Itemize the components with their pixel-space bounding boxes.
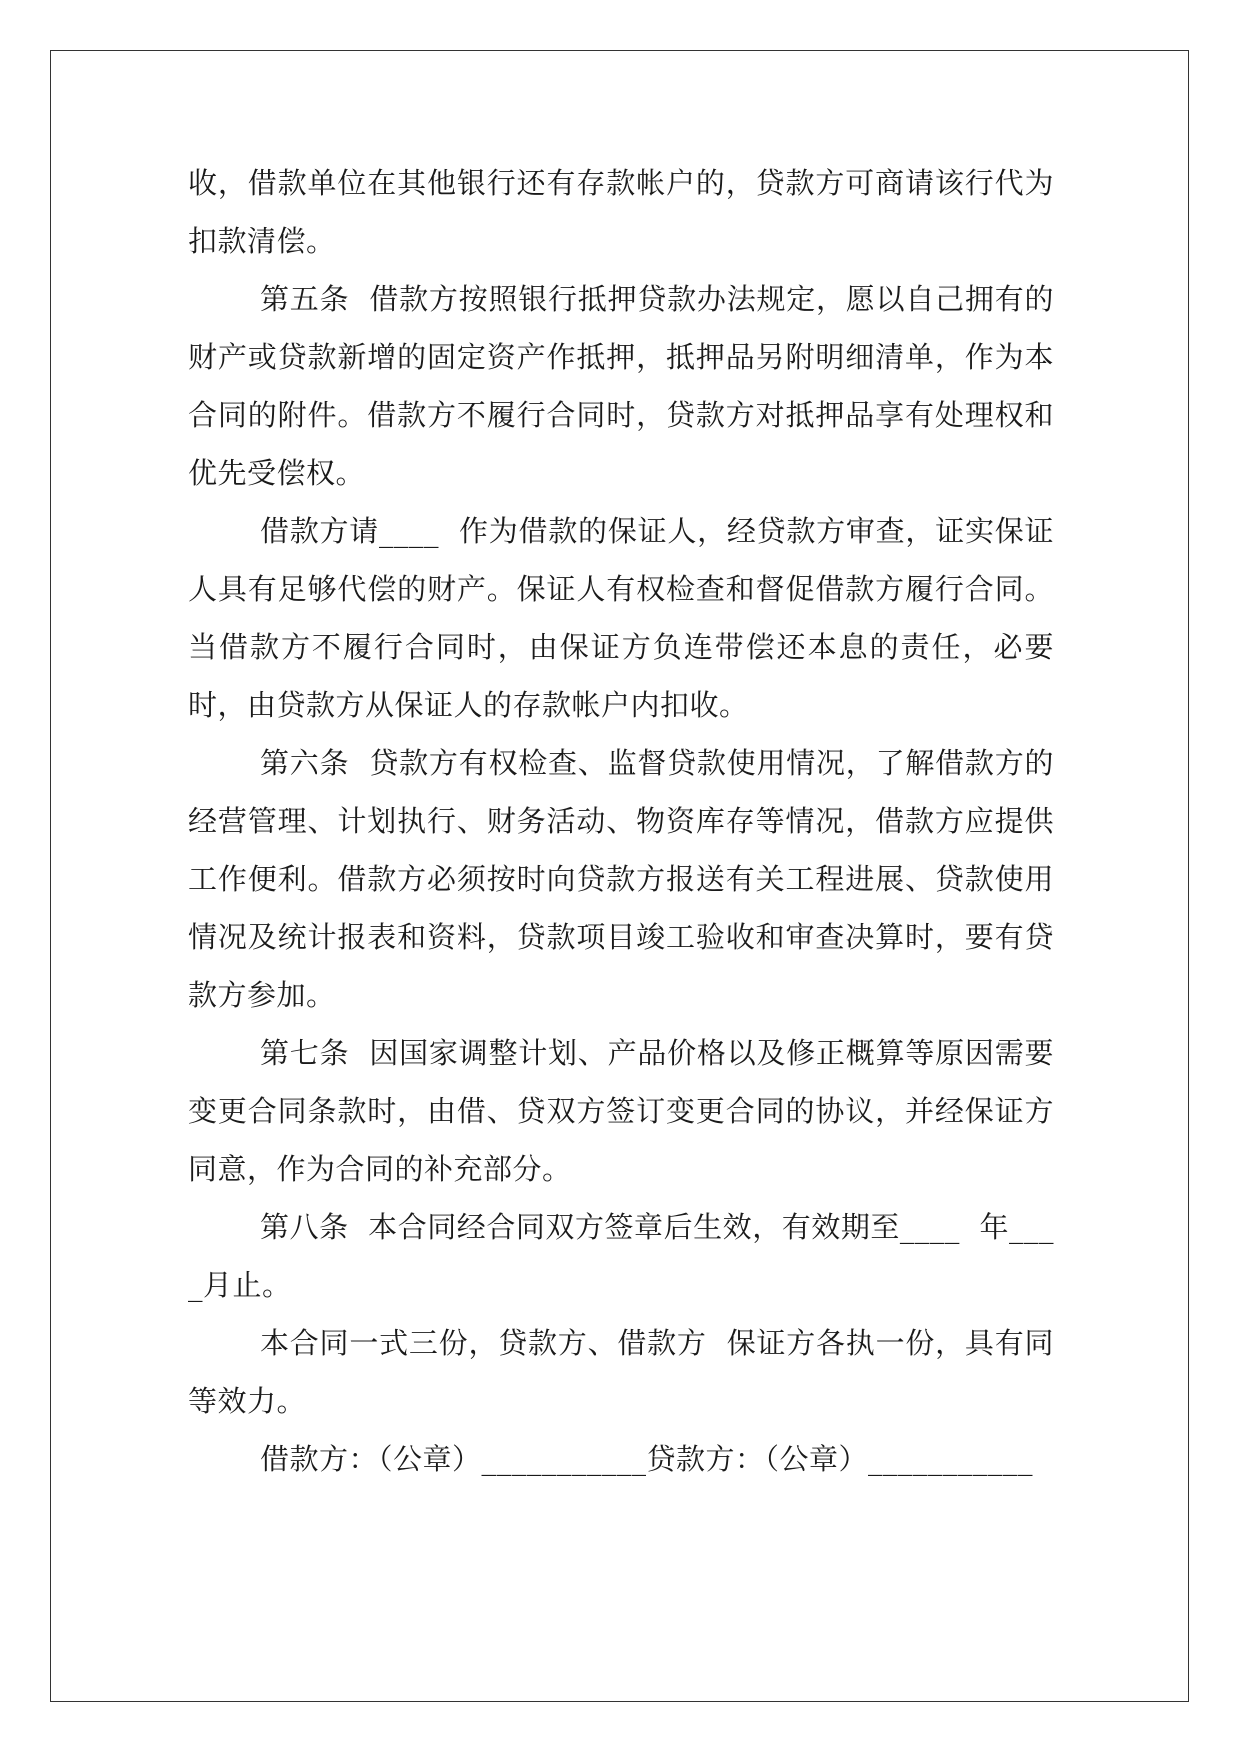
- paragraph-copies: 本合同一式三份，贷款方、借款方 保证方各执一份，具有同等效力。: [188, 1326, 1054, 1418]
- paragraph-signatures: 借款方：（公章）___________贷款方：（公章）___________: [260, 1442, 1034, 1476]
- paragraph-guarantor: 借款方请____ 作为借款的保证人，经贷款方审查，证实保证人具有足够代偿的财产。保证人有权检查和督促借款方履行合同。当借款方不履行合同时，由保证方负连带偿还本息的责任，必要时，由贷款方从保证人的存款帐户内扣收。: [188, 514, 1054, 722]
- paragraph-article-6: 第六条 贷款方有权检查、监督贷款使用情况，了解借款方的经营管理、计划执行、财务活动、物资库存等情况，借款方应提供工作便利。借款方必须按时向贷款方报送有关工程进展、贷款使用情况及统计报表和资料，贷款项目竣工验收和审查决算时，要有贷款方参加。: [188, 746, 1054, 1012]
- paragraph-article-5: 第五条 借款方按照银行抵押贷款办法规定，愿以自己拥有的财产或贷款新增的固定资产作抵押，抵押品另附明细清单，作为本合同的附件。借款方不履行合同时，贷款方对抵押品享有处理权和优先受偿权。: [188, 282, 1054, 490]
- paragraph-article-8: 第八条 本合同经合同双方签章后生效，有效期至____ 年____月止。: [188, 1210, 1054, 1302]
- paragraph-continuation: 收，借款单位在其他银行还有存款帐户的，贷款方可商请该行代为扣款清偿。: [188, 166, 1054, 258]
- paragraph-article-7: 第七条 因国家调整计划、产品价格以及修正概算等原因需要变更合同条款时，由借、贷双方签订变更合同的协议，并经保证方同意，作为合同的补充部分。: [188, 1036, 1054, 1186]
- document-body: [188, 154, 1054, 1488]
